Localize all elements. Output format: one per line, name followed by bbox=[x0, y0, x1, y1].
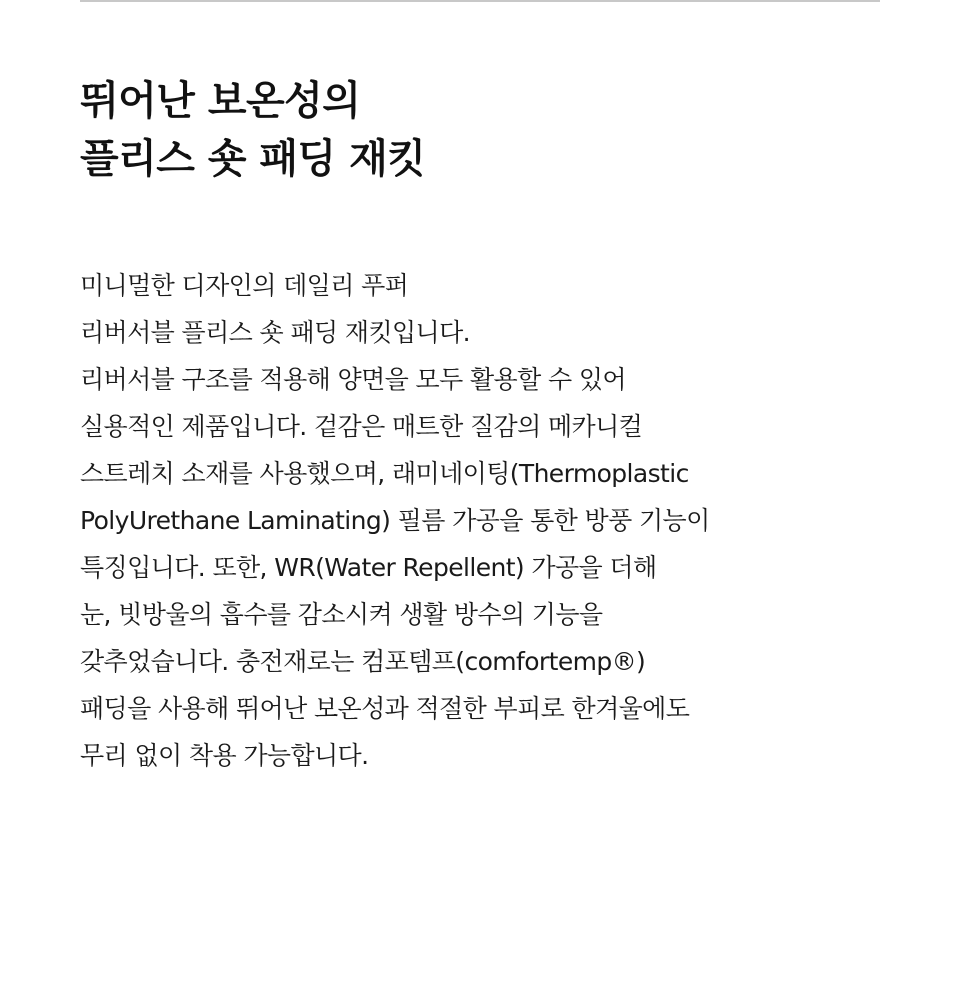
description-line-2: 리버서블 플리스 숏 패딩 재킷입니다. bbox=[80, 318, 470, 347]
title-line-2: 플리스 숏 패딩 재킷 bbox=[80, 136, 426, 182]
description-line-11: 무리 없이 착용 가능합니다. bbox=[80, 741, 369, 770]
title-line-1: 뛰어난 보온성의 bbox=[80, 78, 361, 124]
description-line-10: 패딩을 사용해 뛰어난 보온성과 적절한 부피로 한겨울에도 bbox=[80, 694, 690, 723]
description-line-3: 리버서블 구조를 적용해 양면을 모두 활용할 수 있어 bbox=[80, 365, 626, 394]
description-line-7: 특징입니다. 또한, WR(Water Repellent) 가공을 더해 bbox=[80, 553, 657, 582]
description-line-8: 눈, 빗방울의 흡수를 감소시켜 생활 방수의 기능을 bbox=[80, 600, 603, 629]
description-line-5: 스트레치 소재를 사용했으며, 래미네이팅(Thermoplastic bbox=[80, 459, 689, 488]
product-title bbox=[80, 72, 425, 188]
top-divider bbox=[80, 0, 880, 2]
product-description bbox=[80, 262, 710, 779]
description-line-1: 미니멀한 디자인의 데일리 푸퍼 bbox=[80, 271, 409, 300]
description-line-4: 실용적인 제품입니다. 겉감은 매트한 질감의 메카니컬 bbox=[80, 412, 643, 441]
description-line-9: 갖추었습니다. 충전재로는 컴포템프(comfortemp®) bbox=[80, 647, 646, 676]
description-line-6: PolyUrethane Laminating) 필름 가공을 통한 방풍 기능이 bbox=[80, 506, 710, 535]
